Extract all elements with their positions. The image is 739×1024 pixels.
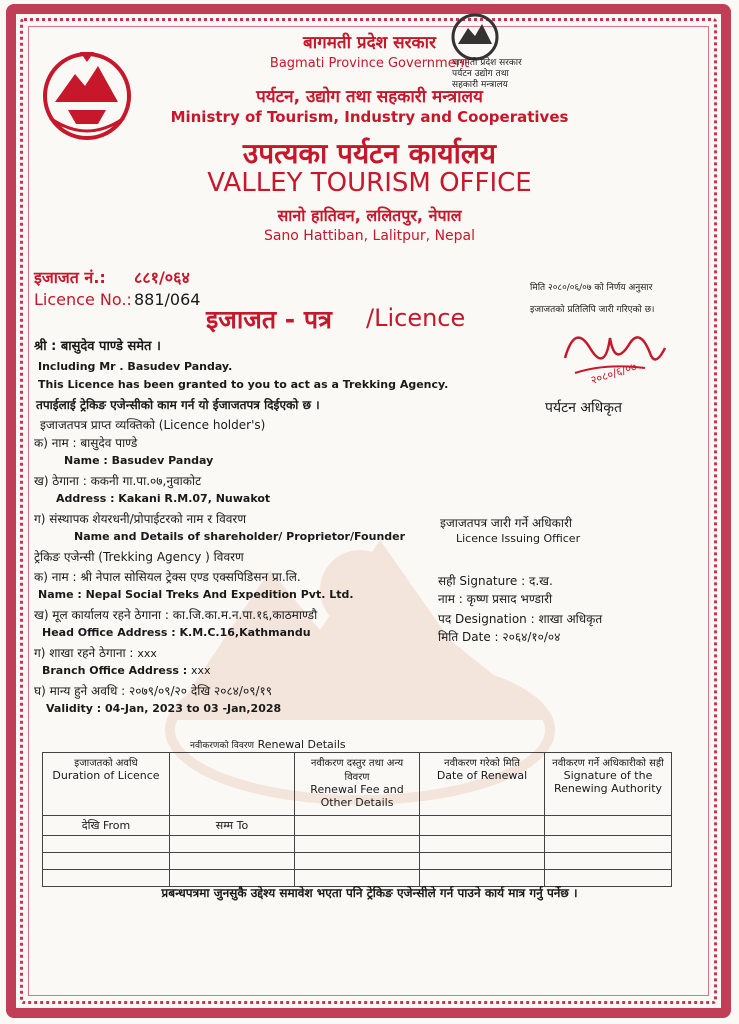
signature-date: २०८०/६/०७ <box>589 359 639 388</box>
office-en: VALLEY TOURISM OFFICE <box>207 168 532 198</box>
branch-en <box>42 664 211 677</box>
holder-heading: इजाजतपत्र प्राप्त व्यक्तिको (Licence holder's) <box>40 418 266 432</box>
validity-np: घ) मान्य हुने अवधि : २०७९/०९/२० देखि २०८४/०९/१९ <box>34 684 272 698</box>
issuer-name: नाम : कृष्ण प्रसाद भण्डारी <box>438 592 553 606</box>
col-date <box>420 753 545 816</box>
address-np: सानो हातिवन, ललितपुर, नेपाल <box>277 206 462 225</box>
renewal-title-np: नवीकरणको विवरण <box>190 741 255 751</box>
holder-name-en: Name : Basudev Panday <box>64 454 214 467</box>
renewal-table <box>42 752 672 887</box>
licence-no-value-en: 881/064 <box>134 290 201 309</box>
including-line: Including Mr . Basudev Panday. <box>38 360 233 373</box>
col-date-en: Date of Renewal <box>436 769 528 782</box>
renewal-row <box>43 853 672 870</box>
licence-title-np: इजाजत - पत्र <box>206 305 332 334</box>
renewal-header-row <box>43 753 672 816</box>
col-signature-en: Signature of the Renewing Authority <box>553 769 663 795</box>
holder-name-np: क) नाम : बासुदेव पाण्डे <box>34 436 138 450</box>
issuer-designation: पद Designation : शाखा अधिकृत <box>438 612 603 626</box>
branch-np <box>34 644 157 661</box>
head-office-np: ख) मूल कार्यालय रहने ठेगाना : का.जि.का.म.न.पा.१६,काठमाण्डौ <box>34 608 318 622</box>
issuer-date: मिति Date : २०६४/१०/०४ <box>438 630 561 644</box>
licence-no-label-en: Licence No.: <box>34 290 132 309</box>
address-en: Sano Hattiban, Lalitpur, Nepal <box>263 228 476 244</box>
licence-title-en: /Licence <box>366 304 466 332</box>
decision-line-2: इजाजतको प्रतिलिपि जारी गरिएको छ। <box>530 305 655 315</box>
office-np: उपत्यका पर्यटन कार्यालय <box>242 137 497 170</box>
col-duration-en: Duration of Licence <box>52 769 160 782</box>
branch-en-label: Branch Office Address : <box>42 664 188 677</box>
footer-note: प्रबन्धपत्रमा जुनसुकै उद्देश्य समावेश भएता पनि ट्रेकिङ एजेन्सीले गर्न पाउने कार्य मात्र गर्नु पर्नेछ । <box>161 886 578 900</box>
cell-to: सम्म To <box>170 816 295 836</box>
renewal-title-en: Renewal Details <box>257 738 346 751</box>
renewal-row <box>43 836 672 853</box>
holder-address-np: ख) ठेगाना : ककनी गा.पा.०७,नुवाकोट <box>34 474 202 488</box>
shri-line: श्री : बासुदेव पाण्डे समेत । <box>34 339 161 354</box>
founder-np: ग) संस्थापक शेयरधनी/प्रोपाईटरको नाम र विवरण <box>34 512 246 526</box>
issuer-heading-np: इजाजतपत्र जारी गर्ने अधिकारी <box>440 516 572 530</box>
col-fee-np: नवीकरण दस्तुर तथा अन्य विवरण <box>310 758 404 783</box>
stamp-text: बागमती प्रदेश सरकार पर्यटन उद्योग तथा सहकारी मन्त्रालय <box>452 58 522 90</box>
founder-en: Name and Details of shareholder/ Proprietor/Founder <box>74 530 406 543</box>
branch-en-value: xxx <box>191 664 211 677</box>
cell-empty <box>420 816 545 836</box>
holder-address-en: Address : Kakani R.M.07, Nuwakot <box>56 492 271 505</box>
cell-from: देखि From <box>43 816 170 836</box>
agency-heading: ट्रेकिङ एजेन्सी (Trekking Agency ) विवरण <box>34 550 244 564</box>
ministry-np: पर्यटन, उद्योग तथा सहकारी मन्त्रालय <box>256 87 483 107</box>
col-duration <box>43 753 170 816</box>
col-duration-np: इजाजतको अवधि <box>74 758 138 769</box>
licence-no-value-np: ८८१/०६४ <box>134 268 190 287</box>
signature-role: पर्यटन अधिकृत <box>545 400 623 416</box>
gov-en: Bagmati Province Government <box>269 56 470 71</box>
granted-np-line: तपाईलाई ट्रेकिङ एजेन्सीको काम गर्न यो ईजाजतपत्र दिईएको छ । <box>36 398 320 412</box>
cell-empty <box>545 816 672 836</box>
granted-line: This Licence has been granted to you to act as a Trekking Agency. <box>38 378 449 391</box>
branch-np-value: xxx <box>137 647 157 660</box>
col-date-np: नवीकरण गरेको मिति <box>444 758 520 769</box>
ministry-en: Ministry of Tourism, Industry and Cooperatives <box>170 108 569 126</box>
renewal-subheader-row <box>43 816 672 836</box>
agency-name-np: क) नाम : श्री नेपाल सोसियल ट्रेक्स एण्ड एक्सपिडिसन प्रा.लि. <box>34 570 301 584</box>
col-duration-blank <box>170 753 295 816</box>
issuer-heading-en: Licence Issuing Officer <box>456 532 581 545</box>
agency-name-en: Name : Nepal Social Treks And Expedition Pvt. Ltd. <box>38 588 354 601</box>
col-signature-np: नवीकरण गर्ने अधिकारीको सही <box>552 758 664 769</box>
col-fee-en: Renewal Fee and Other Details <box>310 783 404 809</box>
col-fee <box>295 753 420 816</box>
head-office-en: Head Office Address : K.M.C.16,Kathmandu <box>42 626 311 639</box>
renewal-title <box>190 738 346 751</box>
col-signature <box>545 753 672 816</box>
licence-no-label-np: इजाजत नं.: <box>34 268 106 287</box>
gov-np: बागमती प्रदेश सरकार <box>303 33 436 53</box>
issuer-signature: सही Signature : द.ख. <box>438 574 553 588</box>
cell-empty <box>295 816 420 836</box>
decision-line-1: मिति २०८०/०६/०७ को निर्णय अनुसार <box>530 283 653 293</box>
branch-np-label: ग) शाखा रहने ठेगाना : <box>34 646 134 660</box>
validity-en: Validity : 04-Jan, 2023 to 03 -Jan,2028 <box>46 702 282 715</box>
